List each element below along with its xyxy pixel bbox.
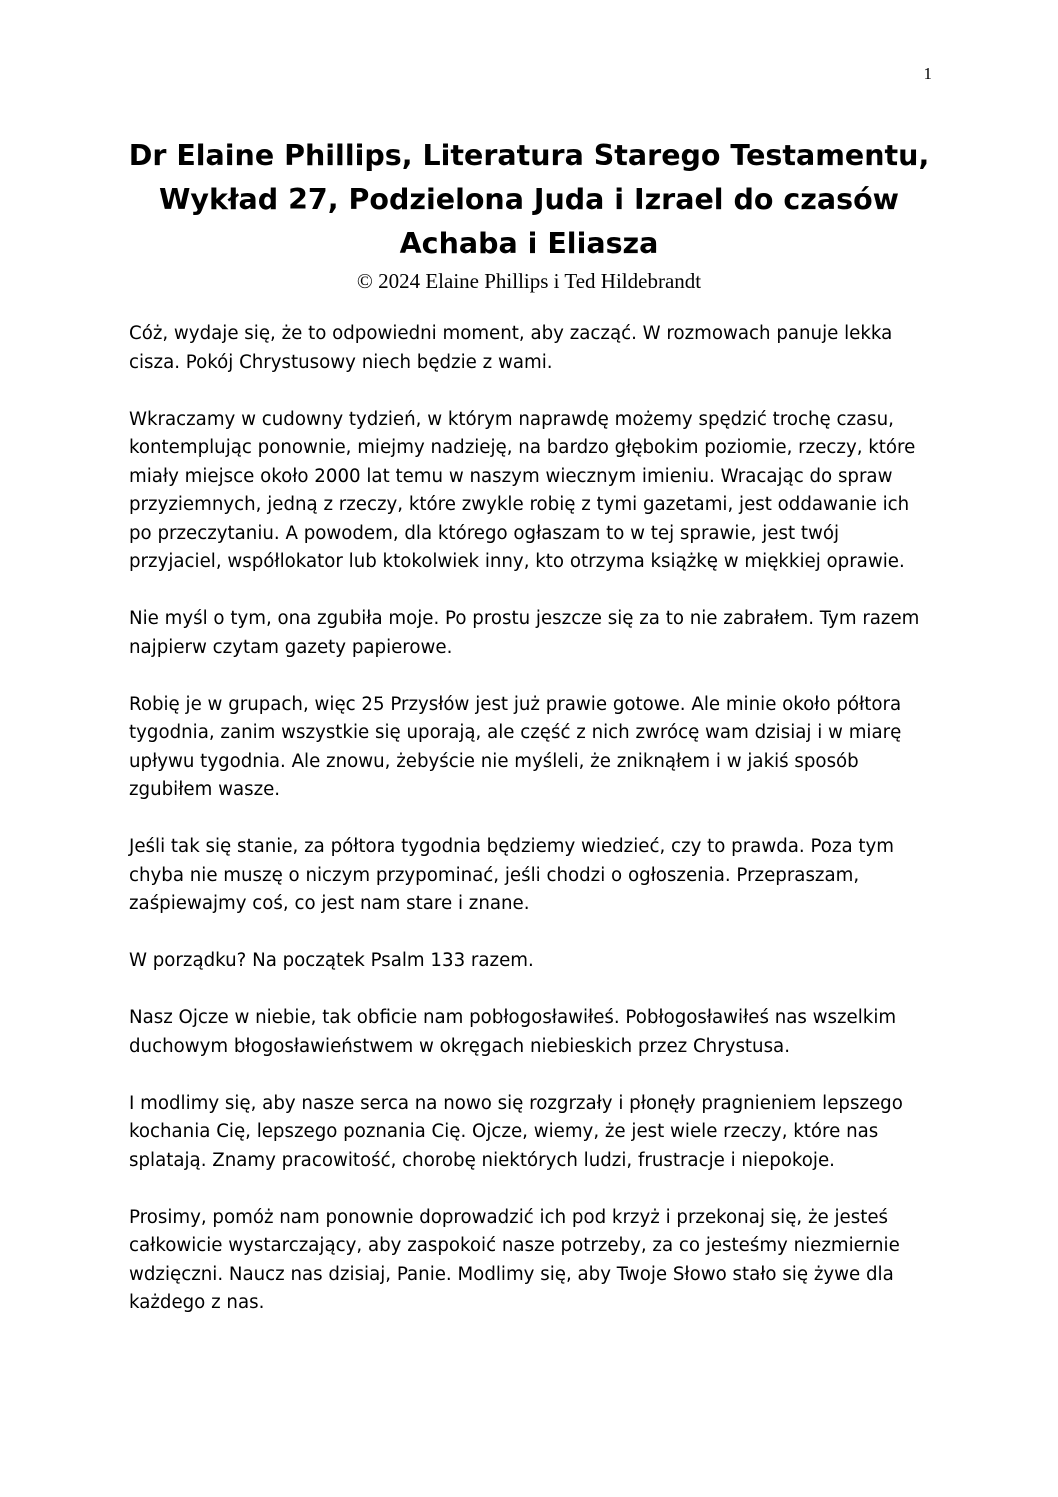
paragraph: Cóż, wydaje się, że to odpowiedni moment, aby zacząć. W rozmowach panuje lekka cisza. Pokój Chrystusowy niech będzie z wami. (129, 323, 893, 373)
paragraph: Nasz Ojcze w niebie, tak obficie nam pobłogosławiłeś. Pobłogosławiłeś nas wszelkim duchowym błogosławieństwem w okręgach niebieskich przez Chrystusa. (129, 1007, 897, 1057)
paragraph: Prosimy, pomóż nam ponownie doprowadzić ich pod krzyż i przekonaj się, że jesteś całkowicie wystarczający, aby zaspokoić nasze potrzeby, za co jesteśmy niezmiernie wdzięczni. Naucz nas dzisiaj, Panie. Modlimy się, aby Twoje Słowo stało się żywe dla każdego z nas. (129, 1206, 900, 1313)
paragraph: Wkraczamy w cudowny tydzień, w którym naprawdę możemy spędzić trochę czasu, kontemplując ponownie, miejmy nadzieję, na bardzo głębokim poziomie, rzeczy, które miały miejsce około 2000 lat temu w naszym wiecznym imieniu. Wracając do spraw przyziemnych, jedną z rzeczy, które zwykle robię z tymi gazetami, jest oddawanie ich po przeczytaniu. A powodem, dla którego ogłaszam to w tej sprawie, jest twój przyjaciel, współlokator lub ktokolwiek inny, kto otrzyma książkę w miękkiej oprawie. (129, 408, 916, 572)
paragraph: Nie myśl o tym, ona zgubiła moje. Po prostu jeszcze się za to nie zabrałem. Tym razem najpierw czytam gazety papierowe. (129, 608, 920, 658)
paragraph: Jeśli tak się stanie, za półtora tygodnia będziemy wiedzieć, czy to prawda. Poza tym chyba nie muszę o niczym przypominać, jeśli chodzi o ogłoszenia. Przepraszam, zaśpiewajmy coś, co jest nam stare i znane. (129, 836, 894, 914)
copyright-line: © 2024 Elaine Phillips i Ted Hildebrandt (356, 269, 702, 293)
paragraph: Robię je w grupach, więc 25 Przysłów jest już prawie gotowe. Ale minie około półtora tygodnia, zanim wszystkie się uporają, ale część z nich zwrócę wam dzisiaj i w miarę upływu tygodnia. Ale znowu, żebyście nie myśleli, że zniknąłem i w jakiś sposób zgubiłem wasze. (129, 693, 902, 800)
document-body (129, 320, 929, 1346)
page-number: 1 (923, 64, 932, 83)
document-title: Dr Elaine Phillips, Literatura Starego Testamentu, Wykład 27, Podzielona Juda i Izrael do czasów Achaba i Eliasza (128, 139, 930, 260)
paragraph: I modlimy się, aby nasze serca na nowo się rozgrzały i płonęły pragnieniem lepszego kochania Cię, lepszego poznania Cię. Ojcze, wiemy, że jest wiele rzeczy, które nas splatają. Znamy pracowitość, chorobę niektórych ludzi, frustracje i niepokoje. (129, 1092, 903, 1171)
paragraph: W porządku? Na początek Psalm 133 razem. (129, 950, 534, 971)
